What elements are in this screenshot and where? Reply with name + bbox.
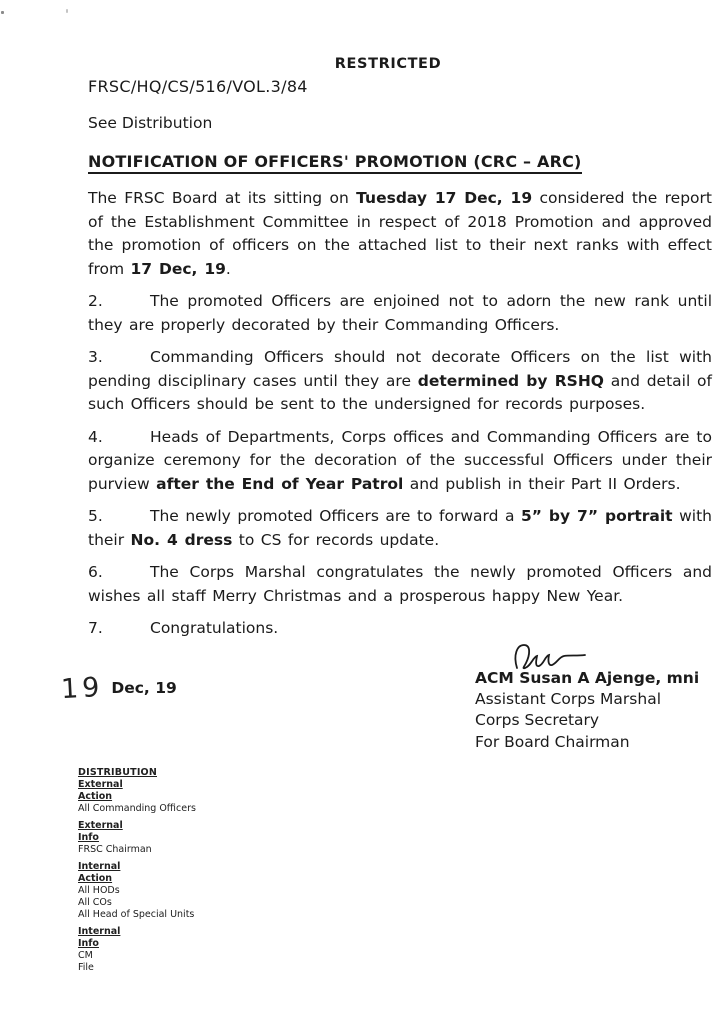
body-text: The FRSC Board at its sitting on (88, 189, 357, 207)
body-text: with their (88, 507, 712, 549)
body-text-bold: determined by RSHQ (417, 371, 604, 390)
distribution-label: Internal (78, 860, 121, 872)
paragraph-number: 2. (88, 292, 103, 310)
paragraph-1 (88, 187, 712, 281)
paragraph-4 (88, 426, 712, 497)
distribution-item: File (78, 961, 94, 973)
body-text: and publish in their Part II Orders. (403, 474, 681, 493)
paragraph-number: 3. (88, 348, 103, 366)
signatory-name: ACM Susan A Ajenge, mni (475, 668, 700, 687)
body-text-bold: 17 Dec, 19 (130, 259, 226, 278)
paragraph-7 (88, 617, 712, 641)
distribution-item: All HODs (78, 884, 120, 896)
body-text: The promoted Officers are enjoined not to adorn the new rank until they are properly decorated by their Commanding Officers. (88, 292, 712, 334)
distribution-label: Action (78, 872, 113, 884)
distribution-label: Info (78, 937, 99, 949)
distribution-label: Info (78, 831, 99, 843)
document-title (88, 152, 712, 174)
paragraph-number: 7. (88, 619, 103, 637)
distribution-label: Internal (78, 925, 121, 937)
body-text-bold: after the End of Year Patrol (156, 474, 404, 493)
paragraph-number: 5. (88, 507, 103, 525)
signatory-for: For Board Chairman (475, 732, 630, 751)
signatory-title: Corps Secretary (475, 711, 600, 729)
paragraph-5 (88, 505, 712, 552)
body-text: to CS for records update. (232, 530, 440, 549)
body-text-bold: 5” by 7” portrait (520, 507, 673, 525)
salutation: See Distribution (88, 114, 213, 132)
body-text: Heads of Departments, Corps offices and Commanding Officers are to organize ceremony for the decoration of the successful Officers under their purview (88, 427, 712, 493)
typed-date: Dec, 19 (111, 678, 177, 697)
distribution-heading: DISTRIBUTION (78, 766, 157, 778)
distribution-label: External (78, 778, 123, 790)
handwritten-day: 19 (60, 671, 105, 705)
distribution-item: All Commanding Officers (78, 802, 196, 814)
paragraph-6 (88, 561, 712, 608)
classification-marking: RESTRICTED (334, 56, 442, 72)
body-text: The Corps Marshal congratulates the newly promoted Officers and wishes all staff Merry Christmas and a prosperous happy New Year. (88, 563, 712, 605)
body-text-bold: No. 4 dress (130, 530, 233, 549)
body-text-bold: Tuesday 17 Dec, 19 (356, 189, 533, 207)
distribution-item: CM (78, 949, 93, 961)
signatory-rank: Assistant Corps Marshal (475, 689, 662, 708)
distribution-list (78, 767, 712, 974)
document-title-text: NOTIFICATION OF OFFICERS' PROMOTION (CRC – ARC) (88, 152, 582, 174)
body-text: considered the report of the Establishment Committee in respect of 2018 Promotion and approved the promotion of officers on the attached list to their next ranks with effect from (88, 189, 712, 278)
scan-artifact (66, 9, 68, 13)
closing-area (60, 641, 712, 763)
distribution-item: All Head of Special Units (78, 908, 195, 920)
paragraph-3 (88, 346, 712, 417)
body-text: The newly promoted Officers are to forward a (150, 507, 521, 525)
paragraph-number: 6. (88, 563, 103, 581)
scan-artifact (1, 11, 4, 14)
letter-content (60, 56, 712, 974)
paragraph-2 (88, 290, 712, 337)
paragraph-number: 4. (88, 427, 103, 446)
date-line (61, 673, 177, 704)
signature-block (475, 641, 699, 754)
body-text: and detail of such Officers should be sent to the undersigned for records purposes. (88, 371, 712, 413)
distribution-item: FRSC Chairman (78, 843, 152, 855)
reference-number: FRSC/HQ/CS/516/VOL.3/84 (88, 77, 308, 96)
distribution-label: Action (78, 790, 113, 802)
body-text: Congratulations. (150, 619, 279, 637)
body-text: . (225, 259, 231, 278)
body-text: Commanding Officers should not decorate Officers on the list with pending disciplinary cases until they are (88, 348, 712, 390)
distribution-item: All COs (78, 896, 112, 908)
distribution-label: External (78, 819, 123, 831)
